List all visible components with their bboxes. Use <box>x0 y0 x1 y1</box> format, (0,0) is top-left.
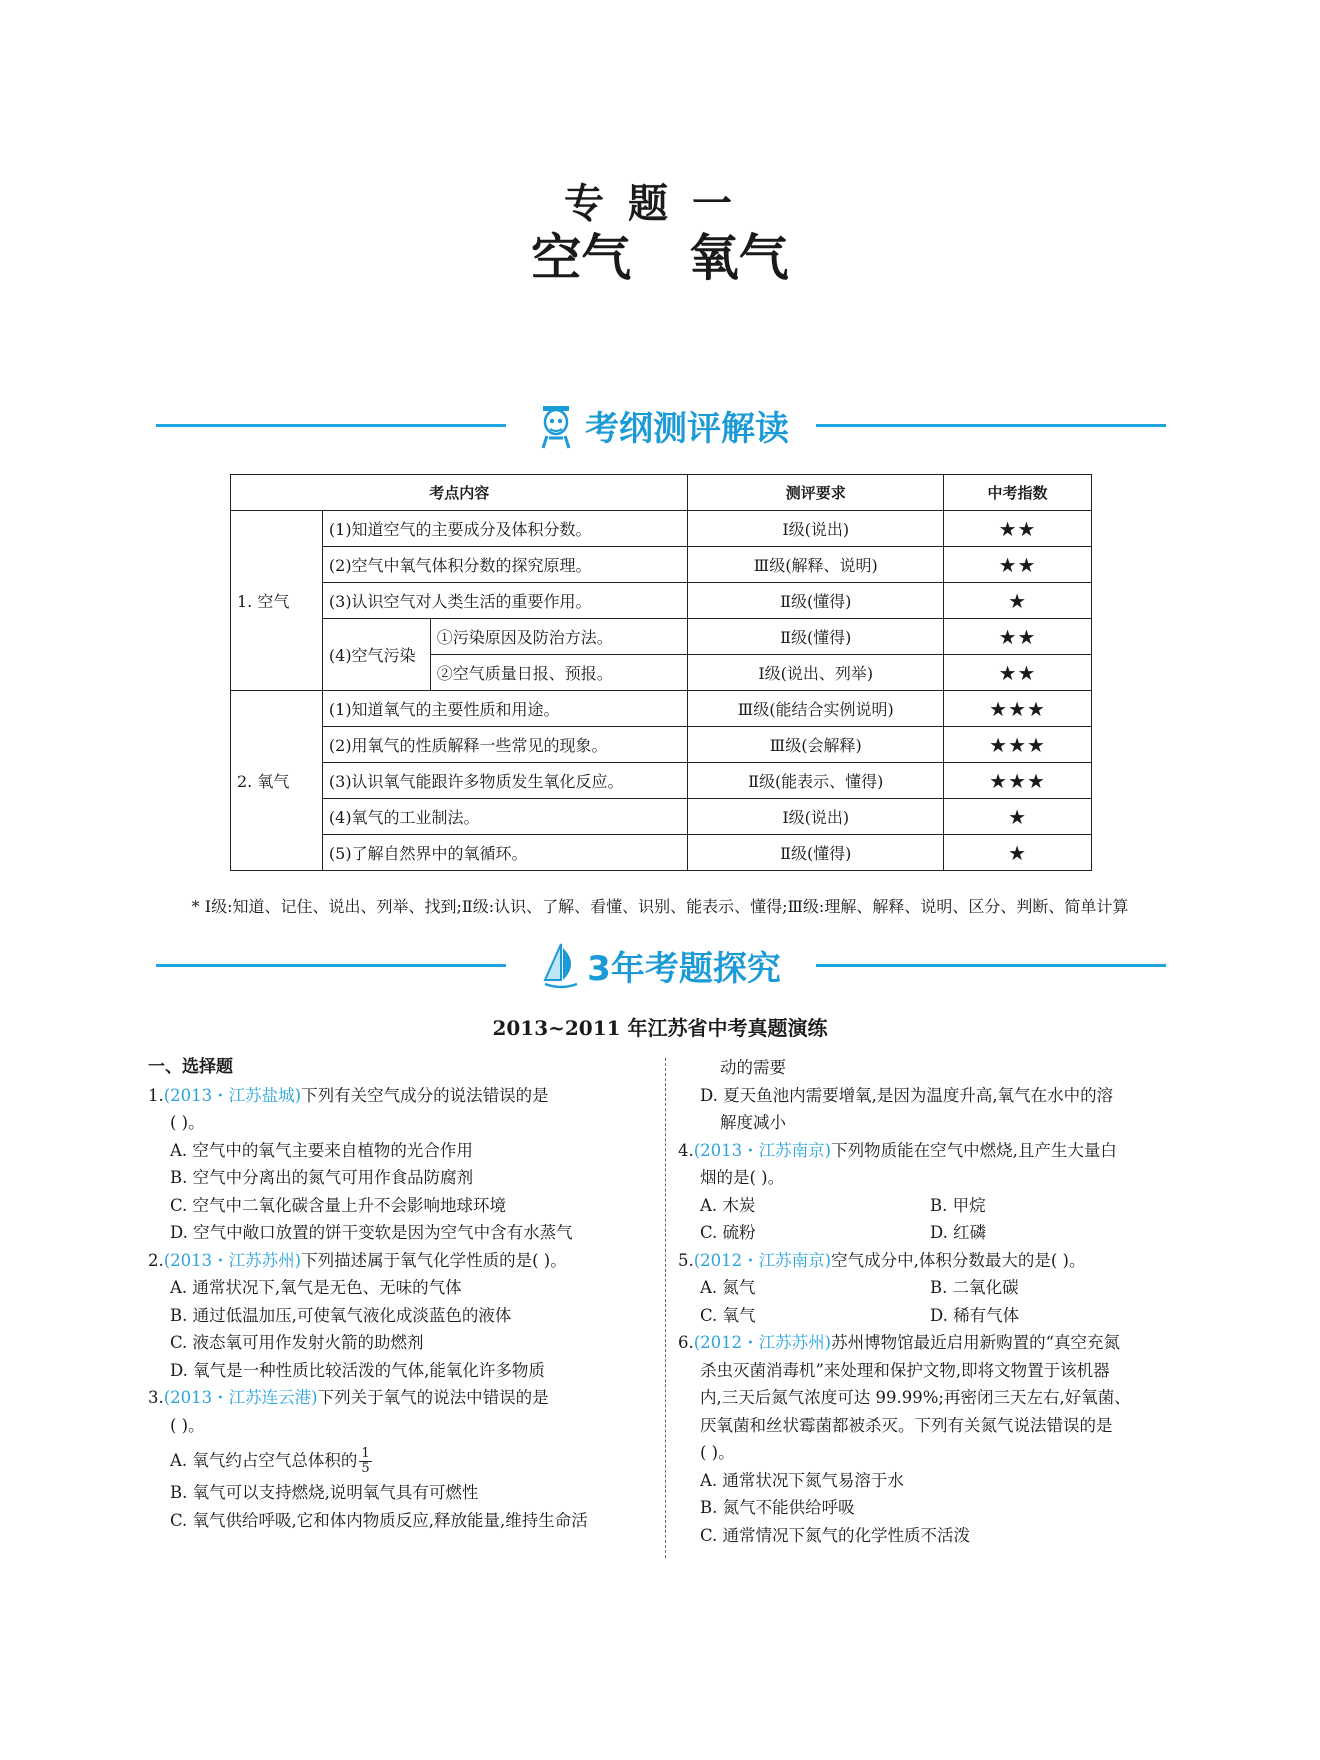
option-a: A. 木炭 <box>700 1195 756 1215</box>
divider-line <box>816 424 1166 427</box>
divider-line <box>156 964 506 967</box>
question-6 <box>678 1329 1183 1357</box>
question-tail: 烟的是( )。 <box>700 1168 785 1187</box>
table-row <box>231 763 1092 799</box>
group-label-air: 1. 空气 <box>231 511 323 691</box>
question-number: 3. <box>148 1388 164 1407</box>
option-d: D. 稀有气体 <box>930 1305 1020 1325</box>
question-1 <box>148 1082 658 1110</box>
table-cell: Ⅱ级(懂得) <box>688 835 944 871</box>
option-a: A. 氮气 <box>700 1278 756 1297</box>
question-text-line: 杀虫灭菌消毒机”来处理和保护文物,即将文物置于该机器 <box>700 1360 1110 1380</box>
option-c: C. 空气中二氧化碳含量上升不会影响地球环境 <box>170 1195 507 1215</box>
table-row <box>231 691 1092 727</box>
table-row <box>231 799 1092 835</box>
star-rating: ★ <box>944 835 1092 871</box>
star-rating: ★ <box>944 583 1092 619</box>
option-c: C. 硫粉 <box>700 1223 756 1242</box>
table-cell: Ⅰ级(说出、列举) <box>688 655 944 691</box>
table-cell: (3)认识空气对人类生活的重要作用。 <box>322 583 688 619</box>
section-title-exams: 3年考题探究 <box>587 948 781 989</box>
question-text: 下列描述属于氧气化学性质的是( )。 <box>301 1250 567 1270</box>
section-title-outline: 考纲测评解读 <box>585 408 789 449</box>
question-number: 4. <box>678 1140 694 1160</box>
question-source: (2013・江苏苏州) <box>163 1250 302 1270</box>
question-source: (2012・江苏南京) <box>693 1250 832 1270</box>
table-cell: Ⅰ级(说出) <box>688 511 944 547</box>
question-3 <box>148 1384 658 1412</box>
star-rating: ★★★ <box>944 691 1092 727</box>
chapter-label: 专题一 <box>564 181 756 227</box>
question-tail: ( )。 <box>170 1113 205 1132</box>
star-rating: ★ <box>944 799 1092 835</box>
question-tail: ( )。 <box>170 1415 205 1435</box>
table-cell: (1)知道氧气的主要性质和用途。 <box>322 691 688 727</box>
sail-icon <box>541 940 581 990</box>
question-text-line: 内,三天后氮气浓度可达 99.99%;再密闭三天左右,好氧菌、 <box>700 1388 1131 1407</box>
option-d: D. 红磷 <box>930 1223 987 1242</box>
question-number: 6. <box>678 1333 694 1352</box>
table-row <box>231 511 1092 547</box>
fraction-denominator: 5 <box>361 1461 370 1476</box>
option-d-continued: 解度减小 <box>720 1113 786 1132</box>
table-header: 考点内容 <box>231 475 688 511</box>
question-text: 下列有关空气成分的说法错误的是 <box>301 1085 549 1105</box>
question-text: 下列关于氧气的说法中错误的是 <box>317 1388 549 1407</box>
section-label-choice: 一、选择题 <box>148 1057 233 1077</box>
option-b: B. 通过低温加压,可使氧气液化成淡蓝色的液体 <box>170 1305 512 1325</box>
table-cell: ①污染原因及防治方法。 <box>430 619 688 655</box>
option-d: D. 氧气是一种性质比较活泼的气体,能氧化许多物质 <box>170 1360 545 1380</box>
question-2 <box>148 1247 658 1275</box>
question-tail: ( )。 <box>700 1443 735 1462</box>
option-row <box>678 1192 1183 1220</box>
option-a: A. 通常状况下,氧气是无色、无味的气体 <box>170 1278 462 1297</box>
table-header: 测评要求 <box>688 475 944 511</box>
exam-subtitle: 2013~2011 年江苏省中考真题演练 <box>492 1016 828 1040</box>
table-cell: Ⅲ级(会解释) <box>688 727 944 763</box>
column-divider <box>665 1058 666 1558</box>
fraction-numerator: 1 <box>361 1446 370 1461</box>
question-number: 2. <box>148 1250 164 1270</box>
table-cell: Ⅲ级(能结合实例说明) <box>688 691 944 727</box>
option-b: B. 甲烷 <box>930 1195 986 1215</box>
table-row <box>231 835 1092 871</box>
option-a: A. 空气中的氧气主要来自植物的光合作用 <box>170 1140 473 1160</box>
divider-line <box>816 964 1166 967</box>
option-b: B. 二氧化碳 <box>930 1278 1019 1297</box>
table-cell: Ⅱ级(懂得) <box>688 619 944 655</box>
professor-icon <box>533 400 579 450</box>
option-d: D. 空气中敞口放置的饼干变软是因为空气中含有水蒸气 <box>170 1223 573 1242</box>
question-text: 空气成分中,体积分数最大的是( )。 <box>831 1250 1086 1270</box>
option-a <box>148 1443 658 1479</box>
left-column <box>148 1054 658 1534</box>
question-5 <box>678 1247 1183 1275</box>
option-b: B. 氮气不能供给呼吸 <box>700 1498 855 1517</box>
question-source: (2013・江苏南京) <box>693 1140 832 1160</box>
star-rating: ★★★ <box>944 763 1092 799</box>
table-row <box>231 547 1092 583</box>
chapter-title: 空气 氧气 <box>531 229 789 287</box>
star-rating: ★★ <box>944 511 1092 547</box>
option-b: B. 氧气可以支持燃烧,说明氧气具有可燃性 <box>170 1483 479 1502</box>
star-rating: ★★ <box>944 619 1092 655</box>
table-cell: Ⅰ级(说出) <box>688 799 944 835</box>
question-source: (2013・江苏盐城) <box>163 1085 302 1105</box>
option-text: A. 氧气约占空气总体积的 <box>170 1451 358 1470</box>
exam-outline-table <box>230 474 1092 871</box>
group-label-oxygen: 2. 氧气 <box>231 691 323 871</box>
option-c-continued: 动的需要 <box>720 1058 786 1077</box>
table-cell: ②空气质量日报、预报。 <box>430 655 688 691</box>
table-row <box>231 583 1092 619</box>
star-rating: ★★★ <box>944 727 1092 763</box>
section-header-exams <box>156 940 1166 990</box>
table-row <box>231 727 1092 763</box>
table-cell: (5)了解自然界中的氧循环。 <box>322 835 688 871</box>
table-cell: Ⅲ级(解释、说明) <box>688 547 944 583</box>
level-footnote: * Ⅰ级:知道、记住、说出、列举、找到;Ⅱ级:认识、了解、看懂、识别、能表示、懂得;Ⅲ级:理解、解释、说明、区分、判断、简单计算 <box>191 897 1129 916</box>
star-rating: ★★ <box>944 655 1092 691</box>
question-number: 5. <box>678 1250 694 1270</box>
option-c: C. 液态氧可用作发射火箭的助燃剂 <box>170 1333 424 1352</box>
question-source: (2013・江苏连云港) <box>163 1388 318 1407</box>
question-number: 1. <box>148 1085 164 1105</box>
star-rating: ★★ <box>944 547 1092 583</box>
option-row <box>678 1302 1183 1330</box>
option-c: C. 通常情况下氮气的化学性质不活泼 <box>700 1525 971 1545</box>
subgroup-label-pollution: (4)空气污染 <box>322 619 430 691</box>
question-text: 下列物质能在空气中燃烧,且产生大量白 <box>831 1140 1117 1160</box>
question-source: (2012・江苏苏州) <box>693 1333 832 1352</box>
question-text: 苏州博物馆最近启用新购置的“真空充氮 <box>831 1333 1121 1352</box>
question-4 <box>678 1137 1183 1165</box>
table-cell: (3)认识氧气能跟许多物质发生氧化反应。 <box>322 763 688 799</box>
table-cell: (2)用氧气的性质解释一些常见的现象。 <box>322 727 688 763</box>
section-header-outline <box>156 400 1166 450</box>
right-column <box>678 1054 1183 1549</box>
table-cell: (2)空气中氧气体积分数的探究原理。 <box>322 547 688 583</box>
table-cell: Ⅱ级(懂得) <box>688 583 944 619</box>
table-cell: (4)氧气的工业制法。 <box>322 799 688 835</box>
option-d: D. 夏天鱼池内需要增氧,是因为温度升高,氧气在水中的溶 <box>700 1085 1114 1105</box>
option-c: C. 氧气 <box>700 1305 756 1325</box>
question-text-line: 厌氧菌和丝状霉菌都被杀灭。下列有关氮气说法错误的是 <box>700 1415 1113 1435</box>
option-row <box>678 1274 1183 1302</box>
fraction <box>359 1447 371 1476</box>
table-cell: (1)知道空气的主要成分及体积分数。 <box>322 511 688 547</box>
option-a: A. 通常状况下氮气易溶于水 <box>700 1470 904 1490</box>
option-row <box>678 1219 1183 1247</box>
table-cell: Ⅱ级(能表示、懂得) <box>688 763 944 799</box>
option-c: C. 氧气供给呼吸,它和体内物质反应,释放能量,维持生命活 <box>170 1510 588 1530</box>
table-header: 中考指数 <box>944 475 1092 511</box>
divider-line <box>156 424 506 427</box>
option-b: B. 空气中分离出的氮气可用作食品防腐剂 <box>170 1168 474 1187</box>
table-row <box>231 619 1092 655</box>
